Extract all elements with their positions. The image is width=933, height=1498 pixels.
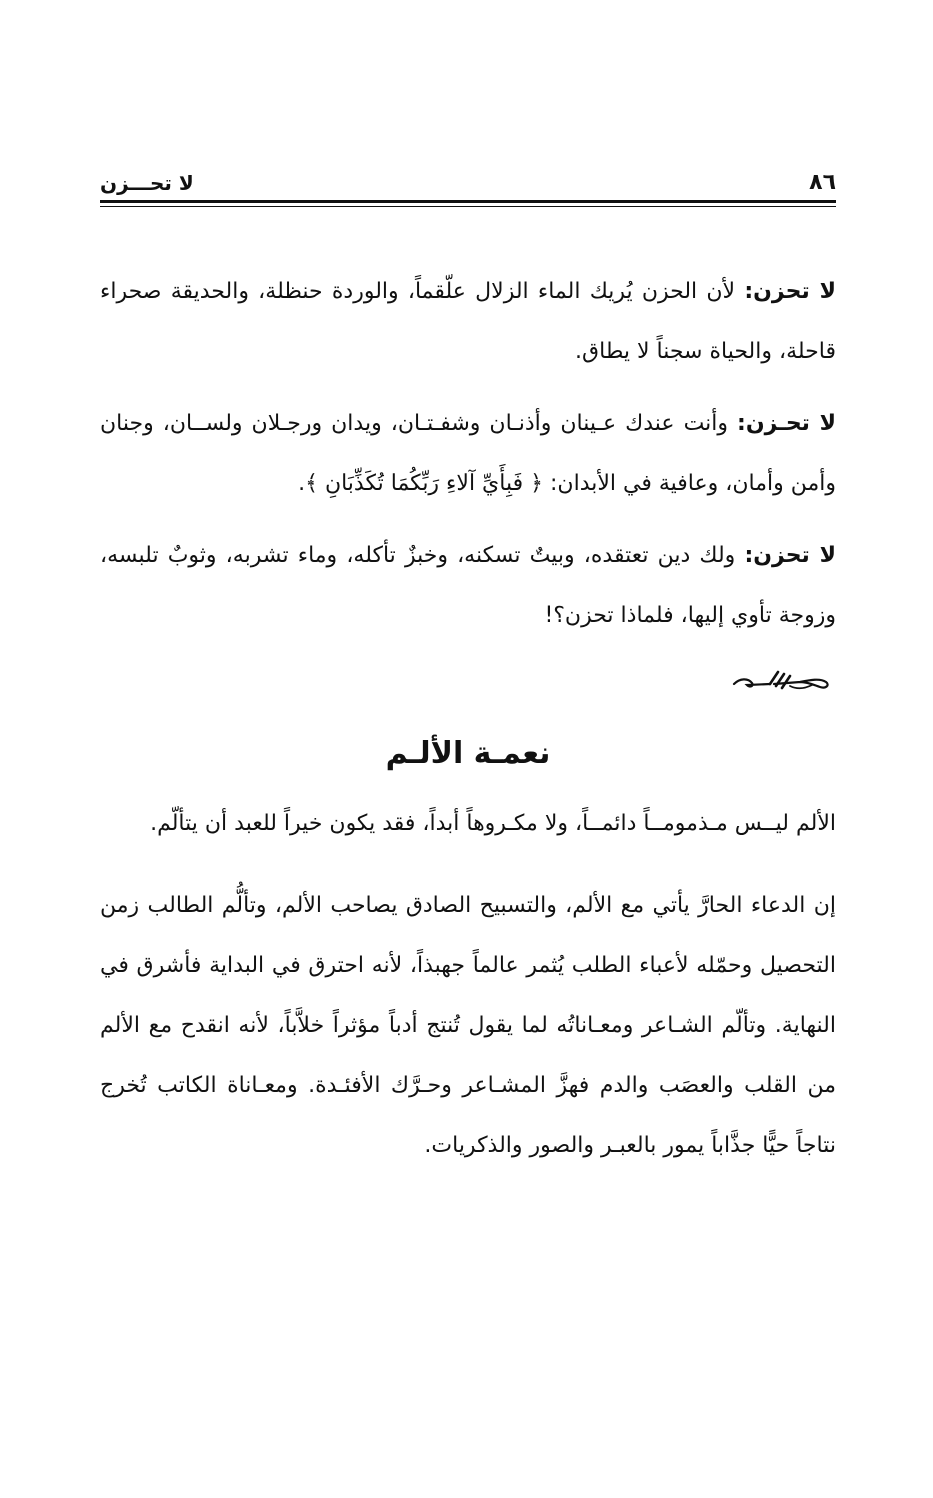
ornament-divider-icon [100, 664, 836, 704]
ornament-svg [726, 664, 836, 698]
book-title: لا تحـــزن [100, 171, 194, 195]
paragraph-end: . [298, 471, 306, 496]
section-paragraph-1: الألم ليــس مـذمومــاً دائمــاً، ولا مكـروهاً أبداً، فقد يكون خيراً للعبد أن يتألّم. [150, 811, 836, 836]
paragraph-text: وأنت عندك عـينان وأذنـان وشفـتـان، ويدان ورجـلان ولســان، وجنان وأمن وأمان، وعافية في الأبدان: [100, 411, 836, 496]
paragraph-intro-2 [100, 394, 836, 514]
paragraph-lead: لا تحزن: [744, 543, 837, 568]
header-rule [100, 200, 836, 209]
paragraph-lead: لا تحـزن: [737, 411, 837, 436]
quran-verse: ﴿ فَبِأَيِّ آلاءِ رَبِّكُمَا تُكَذِّبَانِ ﴾ [305, 471, 544, 496]
running-header [100, 168, 836, 204]
paragraph-text: ولك دين تعتقده، وبيتٌ تسكنه، وخبزٌ تأكله، وماء تشربه، وثوبٌ تلبسه، وزوجة تأوي إليها، فلماذا تحزن؟! [100, 543, 836, 628]
page-number: ٨٦ [809, 170, 836, 195]
paragraph-intro-1 [100, 262, 836, 382]
header-rule-thin [100, 206, 836, 207]
paragraph-text: لأن الحزن يُريك الماء الزلال علّقماً، والوردة حنظلة، والحديقة صحراء قاحلة، والحياة سجناً لا يطاق. [100, 279, 836, 364]
header-rule-thick [100, 200, 836, 203]
paragraph-intro-3 [100, 526, 836, 646]
paragraph-lead: لا تحزن: [744, 279, 837, 304]
section-paragraph-2: إن الدعاء الحارَّ يأتي مع الألم، والتسبيح الصادق يصاحب الألم، وتألُّم الطالب زمن التحصيل وحمّله لأعباء الطلب يُثمر عالماً جهبذاً، لأنه احترق في البداية فأشرق في النهاية. وتألّم الشـاعر ومعـاناتُه لما يقول تُنتج أدباً مؤثراً خلاَّباً، لأنه انقدح مع الألم من القلب والعصَب والدم فهزَّ المشـاعر وحـرَّك الأفئـدة. ومعـاناة الكاتب تُخرج نتاجاً حيًّا جذَّاباً يمور بالعبـر والصور والذكريات. [100, 893, 836, 1158]
page-content [100, 262, 836, 1176]
section-title: نعمـة الألـم [385, 736, 551, 771]
